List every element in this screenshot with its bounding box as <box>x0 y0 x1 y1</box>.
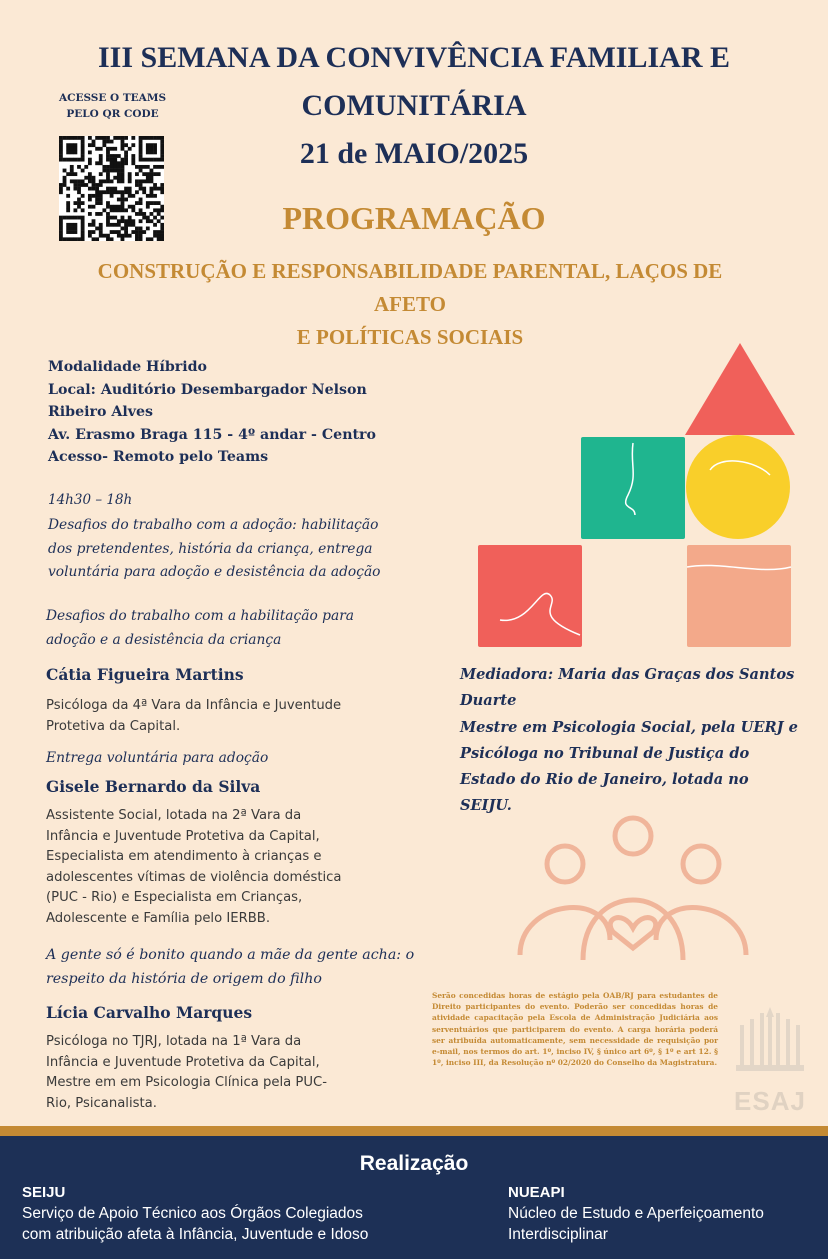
internship-hours-note: Serão concedidas horas de estágio pela OAB/RJ para estudantes de Direito participantes do evento. Poderão ser concedidas horas de atividade capacitação pela Escola de Administração Judiciária aos serventuários que participarem do evento. A carga horária poderá ser atribuída automaticamente, sem necessidade de requisição por e-mail, nos termos do art. 1º, inciso IV, § único art 6º, § 1º e art 12. § 1º, inciso III, da Resolução nº 02/2020 do Conselho da Magistratura. <box>432 991 718 1068</box>
footer-heading: Realização <box>359 1152 469 1175</box>
mediator-line2: Duarte <box>460 692 517 710</box>
nueapi-desc-line1: Núcleo de Estudo e Aperfeiçoamento <box>508 1205 764 1222</box>
triangle-block <box>685 343 795 435</box>
info-location-cont: Ribeiro Alves <box>48 404 154 420</box>
event-title-line2: COMUNITÁRIA <box>301 89 527 122</box>
event-title-line1: III SEMANA DA CONVIVÊNCIA FAMILIAR E <box>97 41 731 74</box>
info-address: Av. Erasmo Braga 115 - 4º andar - Centro <box>48 426 376 443</box>
esaj-logo-text: ESAJ <box>734 1086 806 1116</box>
talk3-topic-line1: A gente só é bonito quando a mãe da gente acha: o <box>46 947 415 963</box>
schedule-time: 14h30 – 18h <box>48 492 133 508</box>
event-info <box>48 356 428 469</box>
talk1-speaker: Cátia Figueira Martins <box>46 665 244 684</box>
talk1-desc-line2: Protetiva da Capital. <box>46 718 181 734</box>
talk2-speaker: Gisele Bernardo da Silva <box>46 777 261 796</box>
mediator-line1: Mediadora: Maria das Graças dos Santos <box>460 666 795 683</box>
program-title: PROGRAMAÇÃO <box>282 200 546 236</box>
esaj-logo <box>730 1005 810 1115</box>
red-block <box>478 545 582 647</box>
theme-line2: dos pretendentes, história da criança, entrega <box>48 540 373 557</box>
nueapi-desc-line2: Interdisciplinar <box>508 1226 608 1243</box>
talk3-desc-line4: Rio, Psicanalista. <box>46 1095 157 1111</box>
talk2-desc-line5: (PUC - Rio) e Especialista em Crianças, <box>46 890 303 905</box>
talk1-topic-line2: adoção e a desistência da criança <box>46 631 282 648</box>
mediator-info <box>460 662 820 820</box>
subtitle-line2: E POLÍTICAS SOCIAIS <box>296 325 524 349</box>
schedule-theme <box>48 514 380 585</box>
theme-line3: voluntária para adoção e desistência da adoção <box>48 564 381 580</box>
mediator-line5: Estado do Rio de Janeiro, lotada no <box>460 771 749 789</box>
talk1-topic <box>46 605 354 652</box>
peach-block <box>687 545 791 647</box>
org-seiju-name: SEIJU <box>22 1184 66 1201</box>
footer-divider <box>0 1126 828 1136</box>
talk3-desc-line1: Psicóloga no TJRJ, lotada na 1ª Vara da <box>46 1034 302 1049</box>
mediator-line6: SEIJU. <box>460 797 512 815</box>
talk3-speaker: Lícia Carvalho Marques <box>46 1003 253 1022</box>
seiju-desc-line2: com atribuição afeta à Infância, Juventude e Idoso <box>22 1226 369 1243</box>
talk1-topic-line1: Desafios do trabalho com a habilitação para <box>46 608 355 624</box>
talk2-topic-line1: Entrega voluntária para adoção <box>46 750 269 766</box>
talk2-topic <box>46 747 268 771</box>
org-nueapi-desc <box>508 1203 764 1245</box>
talk2-desc-line6: Adolescente e Família pelo IERBB. <box>46 910 271 926</box>
seiju-desc-line1: Serviço de Apoio Técnico aos Órgãos Colegiados <box>22 1205 363 1222</box>
org-seiju-desc <box>22 1203 368 1245</box>
talk3-topic-line2: respeito da história de origem do filho <box>46 971 322 987</box>
info-modality: Modalidade Híbrido <box>48 359 208 375</box>
talk2-desc-line2: Infância e Juventude Protetiva da Capital, <box>46 828 320 844</box>
blocks-illustration <box>470 335 800 655</box>
qr-caption <box>50 90 175 122</box>
talk3-desc-line2: Infância e Juventude Protetiva da Capital, <box>46 1054 320 1070</box>
talk2-desc-line1: Assistente Social, lotada na 2ª Vara da <box>46 808 302 823</box>
talk1-desc <box>46 696 341 737</box>
talk3-desc <box>46 1032 327 1114</box>
mediator-line4: Psicóloga no Tribunal de Justiça do <box>460 744 750 762</box>
event-date: 21 de MAIO/2025 <box>299 137 529 170</box>
theme-line1: Desafios do trabalho com a adoção: habilitação <box>48 517 379 533</box>
talk2-desc <box>46 806 342 929</box>
talk2-desc-line4: adolescentes vítimas de violência doméstica <box>46 869 342 885</box>
info-location: Local: Auditório Desembargador Nelson <box>48 381 367 398</box>
talk3-desc-line3: Mestre em em Psicologia Clínica pela PUC- <box>46 1075 327 1090</box>
talk3-topic <box>46 943 414 991</box>
esaj-emblem-icon <box>730 1005 810 1080</box>
talk2-desc-line3: Especialista em atendimento à crianças e <box>46 849 322 864</box>
info-access: Acesso- Remoto pelo Teams <box>48 449 269 465</box>
mediator-line3: Mestre em Psicologia Social, pela UERJ e <box>460 718 798 736</box>
subtitle-line1: CONSTRUÇÃO E RESPONSABILIDADE PARENTAL, LAÇOS DE AFETO <box>97 259 723 316</box>
family-heart-icon <box>515 810 755 980</box>
yellow-circle-block <box>686 435 790 539</box>
qr-caption-line2: PELO QR CODE <box>66 108 159 120</box>
org-nueapi-name: NUEAPI <box>508 1184 565 1201</box>
talk1-desc-line1: Psicóloga da 4ª Vara da Infância e Juventude <box>46 698 342 713</box>
qr-caption-line1: ACESSE O TEAMS <box>58 92 167 104</box>
